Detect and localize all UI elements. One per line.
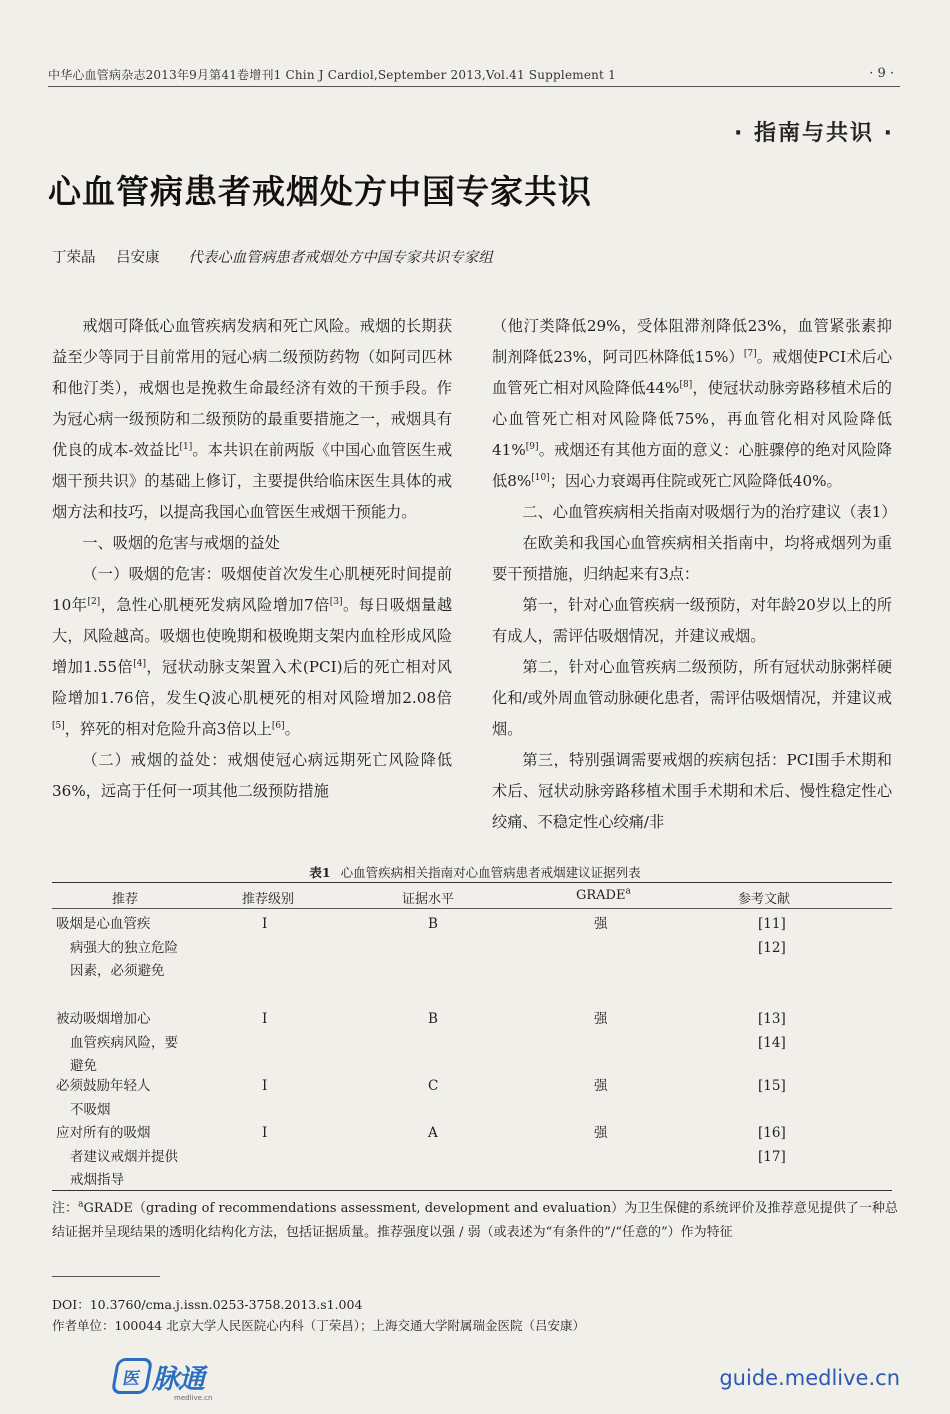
benefit-paragraph: （二）戒烟的益处：戒烟使冠心病远期死亡风险降低36%，远高于任何一项其他二级预防措施 [52, 751, 452, 800]
doi-line[interactable]: DOI：10.3760/cma.j.issn.0253-3758.2013.s1.004 [52, 1297, 363, 1312]
guideline-point-1: 第一，针对心血管疾病一级预防，对年龄20岁以上的所有成人，需评估吸烟情况，并建议戒烟。 [492, 596, 892, 645]
strength-cell: 强 [594, 1078, 608, 1094]
recommendation-cell: 被动吸烟增加心 血管疾病风险，要避免 [56, 1011, 178, 1074]
evidence-cell: C [428, 1078, 439, 1094]
table-title: 心血管疾病相关指南对心血管病患者戒烟建议证据列表 [340, 865, 641, 880]
col-header-grade-system: GRADE$^a$ [576, 886, 631, 903]
logo-mark-icon: 医 [111, 1358, 153, 1394]
guideline-point-2: 第二，针对心血管疾病二级预防，所有冠状动脉粥样硬化和/或外周血管动脉硬化患者，需评估吸烟情况，并建议戒烟。 [492, 658, 892, 738]
citation[interactable]: [3] [329, 596, 343, 607]
refs-cell: [13] [14] [758, 1011, 786, 1051]
section-heading-1: 一、吸烟的危害与戒烟的益处 [82, 534, 280, 552]
footnote-divider [52, 1276, 160, 1277]
harm-paragraph: （一）吸烟的危害：吸烟使首次发生心肌梗死时间提前10年[2]，急性心肌梗死发病风险增加7倍[3]。每日吸烟量越大，风险越高。吸烟也使晚期和极晚期支架内血栓形成风险增加1.55倍[4]，冠状动脉支架置入术(PCI)后的死亡相对风险增加1.76倍，发生Q波心肌梗死的相对风险增加2.08倍[5]，猝死的相对危险升高3倍以上[6]。 [52, 565, 453, 738]
body-column-left [52, 311, 452, 807]
evidence-cell: B [428, 916, 438, 932]
body-column-right [492, 311, 897, 838]
journal-header: 中华心血管病杂志2013年9月第41卷增刊1 Chin J Cardiol,September 2013,Vol.41 Supplement 1 [48, 68, 616, 82]
author-name: 吕安康 [116, 250, 160, 266]
intro-paragraph: 戒烟可降低心血管疾病发病和死亡风险。戒烟的长期获益至少等同于目前常用的冠心病二级预防药物（如阿司匹林和他汀类），戒烟也是挽救生命最经济有效的干预手段。作为冠心病一级预防和二级预防的最重要措施之一，戒烟具有优良的成本-效益比[1]。本共识在前两版《中国心血管医生戒烟干预共识》的基础上修订，主要提供给临床医生具体的戒烟方法和技巧，以提高我国心血管医生戒烟干预能力。 [52, 317, 453, 521]
expert-group: 代表心血管病患者戒烟处方中国专家共识专家组 [188, 250, 493, 266]
strength-cell: 强 [594, 1125, 608, 1141]
citation[interactable]: [8] [679, 379, 693, 390]
table-label: 表1 [309, 865, 331, 880]
header-divider [48, 86, 900, 87]
logo-text: 脉通 [152, 1363, 204, 1395]
col-header-evidence: 证据水平 [402, 892, 455, 907]
benefit-paragraph-cont: （他汀类降低29%，受体阻滞剂降低23%，血管紧张素抑制剂降低23%，阿司匹林降低15%）[7]。戒烟使PCI术后心血管死亡相对风险降低44%[8]，使冠状动脉旁路移植术后的心血管死亡相对风险降低75%，再血管化相对风险降低41%[9]。戒烟还有其他方面的意义：心脏骤停的绝对风险降低8%[10]；因心力衰竭再住院或死亡风险降低40%。 [492, 317, 893, 490]
citation[interactable]: [5] [52, 720, 65, 731]
citation[interactable]: [6] [271, 720, 285, 731]
table-caption [0, 863, 950, 881]
author-line [52, 246, 493, 267]
section-tag: · 指南与共识 · [733, 121, 894, 146]
logo-subtext: medlive.cn [174, 1394, 213, 1402]
col-header-grade: 推荐级别 [242, 892, 295, 907]
table-rule-top [52, 882, 892, 883]
col-header-refs: 参考文献 [738, 892, 791, 907]
grade-cell: I [262, 916, 268, 932]
guideline-intro: 在欧美和我国心血管疾病相关指南中，均将戒烟列为重要干预措施，归纳起来有3点： [492, 534, 892, 583]
affiliation-line: 作者单位：100044 北京大学人民医院心内科（丁荣昌）；上海交通大学附属瑞金医院（吕安康） [52, 1318, 585, 1333]
author-name: 丁荣晶 [52, 250, 96, 266]
refs-cell: [15] [758, 1078, 786, 1094]
grade-cell: I [262, 1078, 268, 1094]
citation[interactable]: [7] [743, 348, 757, 359]
guideline-point-3: 第三，特别强调需要戒烟的疾病包括：PCI围手术期和术后、冠状动脉旁路移植术围手术期和术后、慢性稳定性心绞痛、不稳定性心绞痛/非 [492, 751, 892, 831]
citation[interactable]: [10] [531, 472, 550, 483]
refs-cell: [11] [12] [758, 916, 786, 956]
citation[interactable]: [9] [525, 441, 539, 452]
recommendation-cell: 应对所有的吸烟 者建议戒烟并提供戒烟指导 [56, 1125, 178, 1188]
grade-cell: I [262, 1125, 268, 1141]
table-note: 注：$^a$GRADE（grading of recommendations assessment, development and evaluation）为卫生保健的系统评价及推荐意见提供了一种总结证据并呈现结果的透明化结构化方法，包括证据质量。推荐强度以强 / 弱（或表述为“有条件的”/“任意的”）作为特征 [52, 1199, 898, 1240]
article-title: 心血管病患者戒烟处方中国专家共识 [48, 172, 592, 211]
col-header-recommendation: 推荐 [112, 892, 139, 907]
grade-cell: I [262, 1011, 268, 1027]
citation[interactable]: [1] [179, 441, 193, 452]
strength-cell: 强 [594, 916, 608, 932]
evidence-cell: B [428, 1011, 438, 1027]
recommendation-cell: 必须鼓励年轻人 不吸烟 [56, 1078, 151, 1118]
page-number: · 9 · [869, 66, 894, 81]
refs-cell: [16] [17] [758, 1125, 786, 1165]
citation[interactable]: [4] [133, 658, 146, 669]
section-heading-2: 二、心血管疾病相关指南对吸烟行为的治疗建议（表1） [522, 503, 897, 521]
medlive-logo[interactable] [114, 1356, 204, 1396]
table-rule-head [52, 908, 892, 909]
table-rule-bottom [52, 1190, 892, 1191]
evidence-cell: A [428, 1125, 438, 1141]
strength-cell: 强 [594, 1011, 608, 1027]
recommendation-cell: 吸烟是心血管疾 病强大的独立危险因素，必须避免 [56, 916, 178, 979]
citation[interactable]: [2] [87, 596, 101, 607]
site-link[interactable]: guide.medlive.cn [719, 1366, 900, 1390]
